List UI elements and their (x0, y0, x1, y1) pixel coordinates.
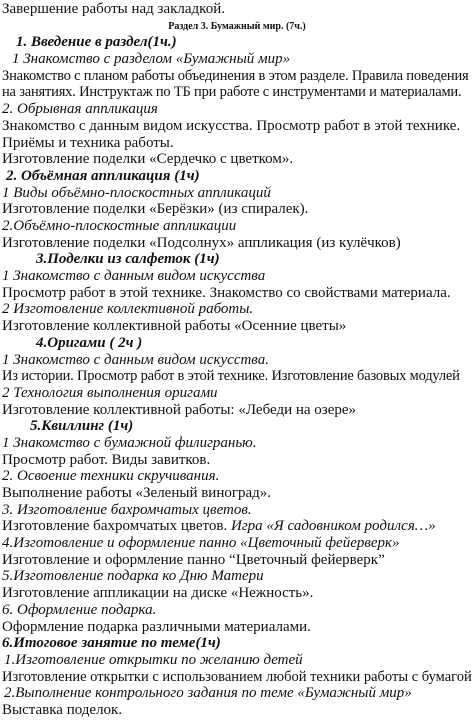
text-line: Изготовление поделки «Сердечко с цветком». (2, 151, 294, 167)
text-line: Изготовление и оформление панно “Цветочный фейерверк” (2, 552, 385, 568)
subtopic-line: 1 Знакомство с разделом «Бумажный мир» (12, 51, 291, 67)
text-line: Приёмы и техника работы. (2, 135, 174, 151)
subtopic-line: 3. Изготовление бахромчатых цветов. (2, 502, 252, 518)
text-line: Изготовление поделки «Подсолнух» аппликация (из кулёчков) (2, 235, 401, 251)
subtopic-line: 2.Объёмно-плоскостные аппликации (2, 218, 237, 234)
topic-heading: 5.Квиллинг (1ч) (30, 418, 134, 434)
text-line: Выставка поделок. (2, 702, 123, 718)
subtopic-line: 1 Знакомство с данным видом искусства (2, 268, 266, 284)
text-line: Просмотр работ. Виды завитков. (2, 452, 211, 468)
text-segment-italic: Игра «Я садовником родился…» (231, 518, 436, 534)
subtopic-line: 1.Изготовление открытки по желанию детей (4, 652, 303, 668)
text-line: на занятиях. Инструктаж по ТБ при работе с инструментами и материалами. (2, 84, 462, 100)
text-line: Из истории. Просмотр работ в этой технике. Изготовление базовых модулей (2, 368, 460, 384)
topic-heading: 1. Введение в раздел(1ч.) (16, 34, 177, 50)
subtopic-line: 2. Обрывная аппликация (2, 101, 158, 117)
subtopic-line: 2 Технология выполнения оригами (2, 385, 218, 401)
subtopic-line: 1 Виды объёмно-плоскостных аппликаций (2, 185, 271, 201)
topic-heading: 2. Объёмная аппликация (1ч) (6, 168, 200, 184)
topic-heading: 3.Поделки из салфеток (1ч) (36, 251, 220, 267)
subtopic-line: 6. Оформление подарка. (2, 602, 157, 618)
text-line: Выполнение работы «Зеленый виноград». (2, 485, 272, 501)
text-line: Изготовление коллективной работы: «Лебеди на озере» (2, 402, 357, 418)
section-title: Раздел 3. Бумажный мир. (7ч.) (168, 21, 306, 32)
header-text: Завершение работы над закладкой. (2, 1, 225, 17)
text-line: Просмотр работ в этой технике. Знакомство со свойствами материала. (2, 285, 451, 301)
subtopic-line: 1 Знакомство с данным видом искусства. (2, 352, 269, 368)
text-line: Оформление подарка различными материалами. (2, 619, 311, 635)
text-line: Знакомство с планом работы объединения в этом разделе. Правила поведения (2, 68, 469, 84)
subtopic-line: 4.Изготовление и оформление панно «Цветочный фейерверк» (2, 535, 400, 551)
topic-heading: 4.Оригами ( 2ч ) (36, 335, 143, 351)
text-line: Изготовление поделки «Берёзки» (из спиралек). (2, 201, 309, 217)
subtopic-line: 1 Знакомство с бумажной филигранью. (2, 435, 257, 451)
subtopic-line: 2.Выполнение контрольного задания по теме «Бумажный мир» (4, 685, 412, 701)
subtopic-line: 2 Изготовление коллективной работы. (2, 301, 254, 317)
text-line: Изготовление открытки с использованием любой техники работы с бумагой (2, 669, 472, 685)
text-segment: Изготовление бахромчатых цветов. (2, 518, 231, 534)
topic-heading: 6.Итоговое занятие по теме(1ч) (2, 635, 221, 651)
subtopic-line: 2. Освоение техники скручивания. (2, 468, 220, 484)
text-line: Изготовление коллективной работы «Осенние цветы» (2, 318, 347, 334)
subtopic-line: 5.Изготовление подарка ко Дню Матери (2, 568, 264, 584)
text-line: Знакомство с данным видом искусства. Просмотр работ в этой технике. (2, 118, 461, 134)
text-line: Изготовление аппликации на диске «Нежность». (2, 585, 314, 601)
